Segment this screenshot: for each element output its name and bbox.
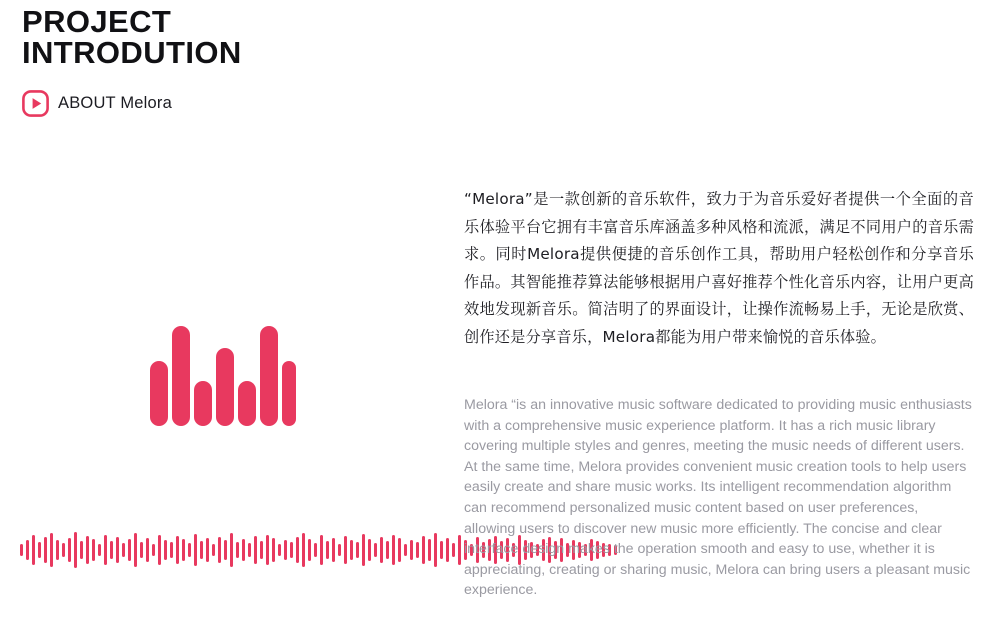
logo-bar [172,326,190,426]
waveform-bar [110,541,113,559]
waveform-bar [440,541,443,559]
description-english: Melora “is an innovative music software dedicated to providing music enthusiasts with a comprehensive music experience platform. It has a rich music library covering multiple styles and genres, meeting the music needs of different users. At the same time, Melora provides convenient music creation tools to help users easily create and share music works. Its intelligent recommendation algorithm can recommend personalized music content based on user preferences, allowing users to discover new music more efficiently. The concise and clear interface design makes the operation smooth and easy to use, whether it is appreciating, creating or sharing music, Melora can bring users a pleasant music experience. [464,397,972,599]
waveform-bar [434,533,437,567]
waveform-bar [134,533,137,567]
waveform-bar [422,536,425,564]
waveform-bar [80,541,83,559]
waveform-bar [380,537,383,563]
waveform-bar [326,541,329,559]
waveform-bar [206,538,209,562]
logo-bar [194,381,212,426]
waveform-bar [338,544,341,556]
waveform-bar [98,544,101,556]
waveform-bar [320,535,323,565]
waveform-bar [242,539,245,561]
waveform-bar [314,543,317,557]
logo-bars-graphic [150,320,296,426]
waveform-bar [32,535,35,565]
waveform-bar [302,533,305,567]
waveform-bar [452,543,455,557]
waveform-bar [290,542,293,558]
waveform-bar [416,542,419,558]
waveform-bar [398,538,401,562]
waveform-bar [152,544,155,556]
waveform-bar [230,533,233,567]
waveform-bar [182,539,185,561]
logo-bar [282,361,296,426]
waveform-bar [332,538,335,562]
waveform-bar [62,543,65,557]
waveform-bar [224,540,227,560]
description-chinese: “Melora”是一款创新的音乐软件，致力于为音乐爱好者提供一个全面的音乐体验平台它拥有丰富音乐库涵盖多种风格和流派，满足不同用户的音乐需求。同时Melora提供便捷的音乐创作工具，帮助用户轻松创作和分享音乐作品。其智能推荐算法能够根据用户喜好推荐个性化音乐内容，让用户更高效地发现新音乐。简洁明了的界面设计，让操作流畅易上手，无论是欣赏、创作还是分享音乐，Melora都能为用户带来愉悦的音乐体验。 [464,190,974,346]
waveform-bar [350,540,353,560]
page-title [22,6,442,68]
waveform-bar [260,541,263,559]
page-title-line-2: INTRODUTION [22,35,242,70]
waveform-bar [266,535,269,565]
waveform-bar [362,534,365,566]
waveform-bar [404,544,407,556]
waveform-bar [374,543,377,557]
waveform-bar [410,540,413,560]
header [22,6,442,117]
waveform-bar [158,535,161,565]
waveform-bar [248,543,251,557]
waveform-bar [86,536,89,564]
waveform-bar [236,542,239,558]
waveform-bar [164,540,167,560]
waveform-bar [68,538,71,562]
waveform-bar [170,542,173,558]
waveform-bar [140,542,143,558]
waveform-bar [308,539,311,561]
waveform-bar [254,536,257,564]
waveform-bar [386,541,389,559]
waveform-bar [44,537,47,563]
waveform-bar [50,533,53,567]
waveform-bar [392,535,395,565]
logo-bar [260,326,278,426]
waveform-bar [200,541,203,559]
waveform-bar [122,543,125,557]
waveform-bar [428,539,431,561]
waveform-bar [92,539,95,561]
waveform-bar [104,535,107,565]
waveform-bar [212,544,215,556]
logo-bar [238,381,256,426]
waveform-bar [284,540,287,560]
description-block [464,186,974,599]
waveform-bar [194,534,197,566]
play-triangle-icon [22,90,49,117]
waveform-bar [218,537,221,563]
waveform-graphic [20,528,434,572]
waveform-bar [188,543,191,557]
waveform-bar [356,542,359,558]
waveform-bar [446,538,449,562]
about-label: ABOUT Melora [58,94,172,112]
waveform-bar [38,542,41,558]
waveform-bar [128,539,131,561]
waveform-bar [272,538,275,562]
logo-bar [150,361,168,426]
waveform-bar [116,537,119,563]
waveform-bar [296,537,299,563]
waveform-bar [74,532,77,568]
waveform-bar [26,540,29,560]
logo-bar [216,348,234,426]
about-row [22,90,442,117]
waveform-bar [278,544,281,556]
page-title-line-1: PROJECT [22,4,172,39]
waveform-bar [368,539,371,561]
waveform-bar [56,540,59,560]
waveform-bar [146,538,149,562]
waveform-bar [458,535,461,565]
waveform-bar [176,536,179,564]
waveform-bar [344,536,347,564]
waveform-bar [20,544,23,556]
